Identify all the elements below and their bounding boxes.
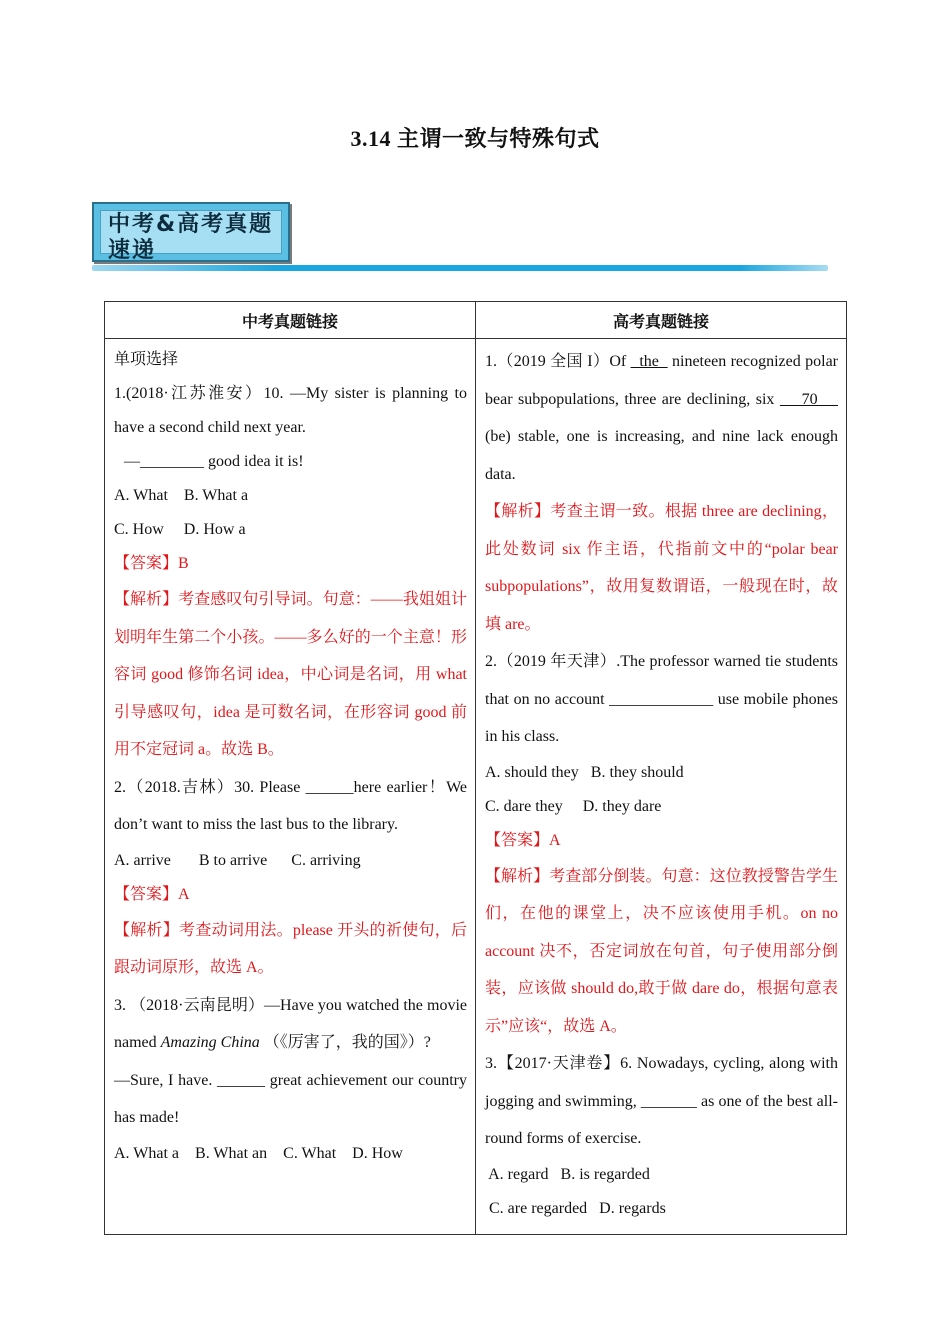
- left-q2-analysis: 【解析】考查动词用法。please 开头的祈使句，后跟动词原形，故选 A。: [114, 921, 467, 976]
- left-q1-stem: 1.(2018·江苏淮安）10. —My sister is planning to have a second child next year.: [114, 385, 467, 436]
- left-q2-stem: 2.（2018.吉林）30. Please ______here earlier！We don’t want to miss the last bus to the library.: [114, 778, 467, 833]
- right-column: [476, 339, 847, 1235]
- right-q3-options-a: A. regard B. is regarded: [485, 1165, 650, 1183]
- right-q1-blank2: 70: [779, 390, 839, 408]
- left-q3-line2: —Sure, I have. ______ great achievement our country has made!: [114, 1071, 467, 1126]
- left-q3-stem-pre: 3. （2018·云南昆明）—Have you watched the movie named: [114, 996, 467, 1051]
- left-q3-stem: [114, 987, 467, 1062]
- right-q1-stem: [485, 343, 838, 493]
- table-body-row: [105, 339, 847, 1235]
- section-banner: [92, 202, 290, 262]
- right-q2-options-a: A. should they B. they should: [485, 763, 684, 781]
- left-q3-stem-post: （《厉害了，我的国》）?: [259, 1034, 431, 1051]
- left-column: [105, 339, 476, 1235]
- left-q1-analysis: 【解析】考查感叹句引导词。句意：——我姐姐计划明年生第二个小孩。——多么好的一个主意！形容词 good 修饰名词 idea，中心词是名词，用 what 引导感叹句，idea 是可数名词，在形容词 good 前用不定冠词 a。故选 B。: [114, 591, 467, 758]
- right-q1-blank1: the: [630, 353, 668, 370]
- right-q2-answer: 【答案】A: [485, 831, 561, 849]
- page-title: 3.14 主谓一致与特殊句式: [350, 126, 600, 151]
- right-q1-stem-pre: 1.（2019 全国 I）Of: [485, 353, 631, 370]
- left-q1-answer: 【答案】B: [114, 555, 189, 572]
- right-q1-stem-post: (be) stable, one is increasing, and nine lack enough data.: [485, 428, 838, 483]
- left-q1-line2: —________ good idea it is!: [124, 453, 304, 470]
- table-header-row: [105, 302, 847, 339]
- right-q2-stem: 2.（2019 年天津）.The professor warned tie students that on no account _____________ use mobile phones in his class.: [485, 653, 838, 745]
- section-label: 单项选择: [114, 351, 179, 368]
- header-zhongkao: 中考真题链接: [105, 302, 476, 339]
- left-q1-options-a: A. What B. What a: [114, 487, 249, 504]
- left-q3-movie-title: Amazing China: [160, 1034, 260, 1051]
- right-q2-options-b: C. dare they D. they dare: [485, 797, 662, 815]
- questions-table: [104, 301, 847, 1235]
- right-q3-options-b: C. are regarded D. regards: [485, 1199, 666, 1217]
- left-q1-options-b: C. How D. How a: [114, 521, 246, 538]
- right-q1-stem-mid: nineteen recognized polar bear subpopulations, three are declining, six: [485, 353, 838, 408]
- banner-text: 中考&高考真题速递: [108, 212, 274, 262]
- left-q2-answer: 【答案】A: [114, 885, 190, 903]
- left-q2-options: A. arrive B to arrive C. arriving: [114, 851, 361, 869]
- right-q1-analysis: 【解析】考查主谓一致。根据 three are declining，此处数词 six 作主语，代指前文中的“polar bear subpopulations”，故用复数谓语，一般现在时，故填 are。: [485, 503, 838, 633]
- banner-underline: [92, 265, 828, 271]
- right-q3-stem: 3.【2017·天津卷】6. Nowadays, cycling, along with jogging and swimming, _______ as one of the best all-round forms of exercise.: [485, 1055, 838, 1147]
- header-gaokao: 高考真题链接: [476, 302, 847, 339]
- left-q3-options: A. What a B. What an C. What D. How: [114, 1144, 403, 1162]
- right-q2-analysis: 【解析】考查部分倒装。句意：这位教授警告学生们，在他的课堂上，决不应该使用手机。on no account 决不，否定词放在句首，句子使用部分倒装，应该做 should do,敢于做 dare do，根据句意表示”应该“，故选 A。: [485, 867, 838, 1035]
